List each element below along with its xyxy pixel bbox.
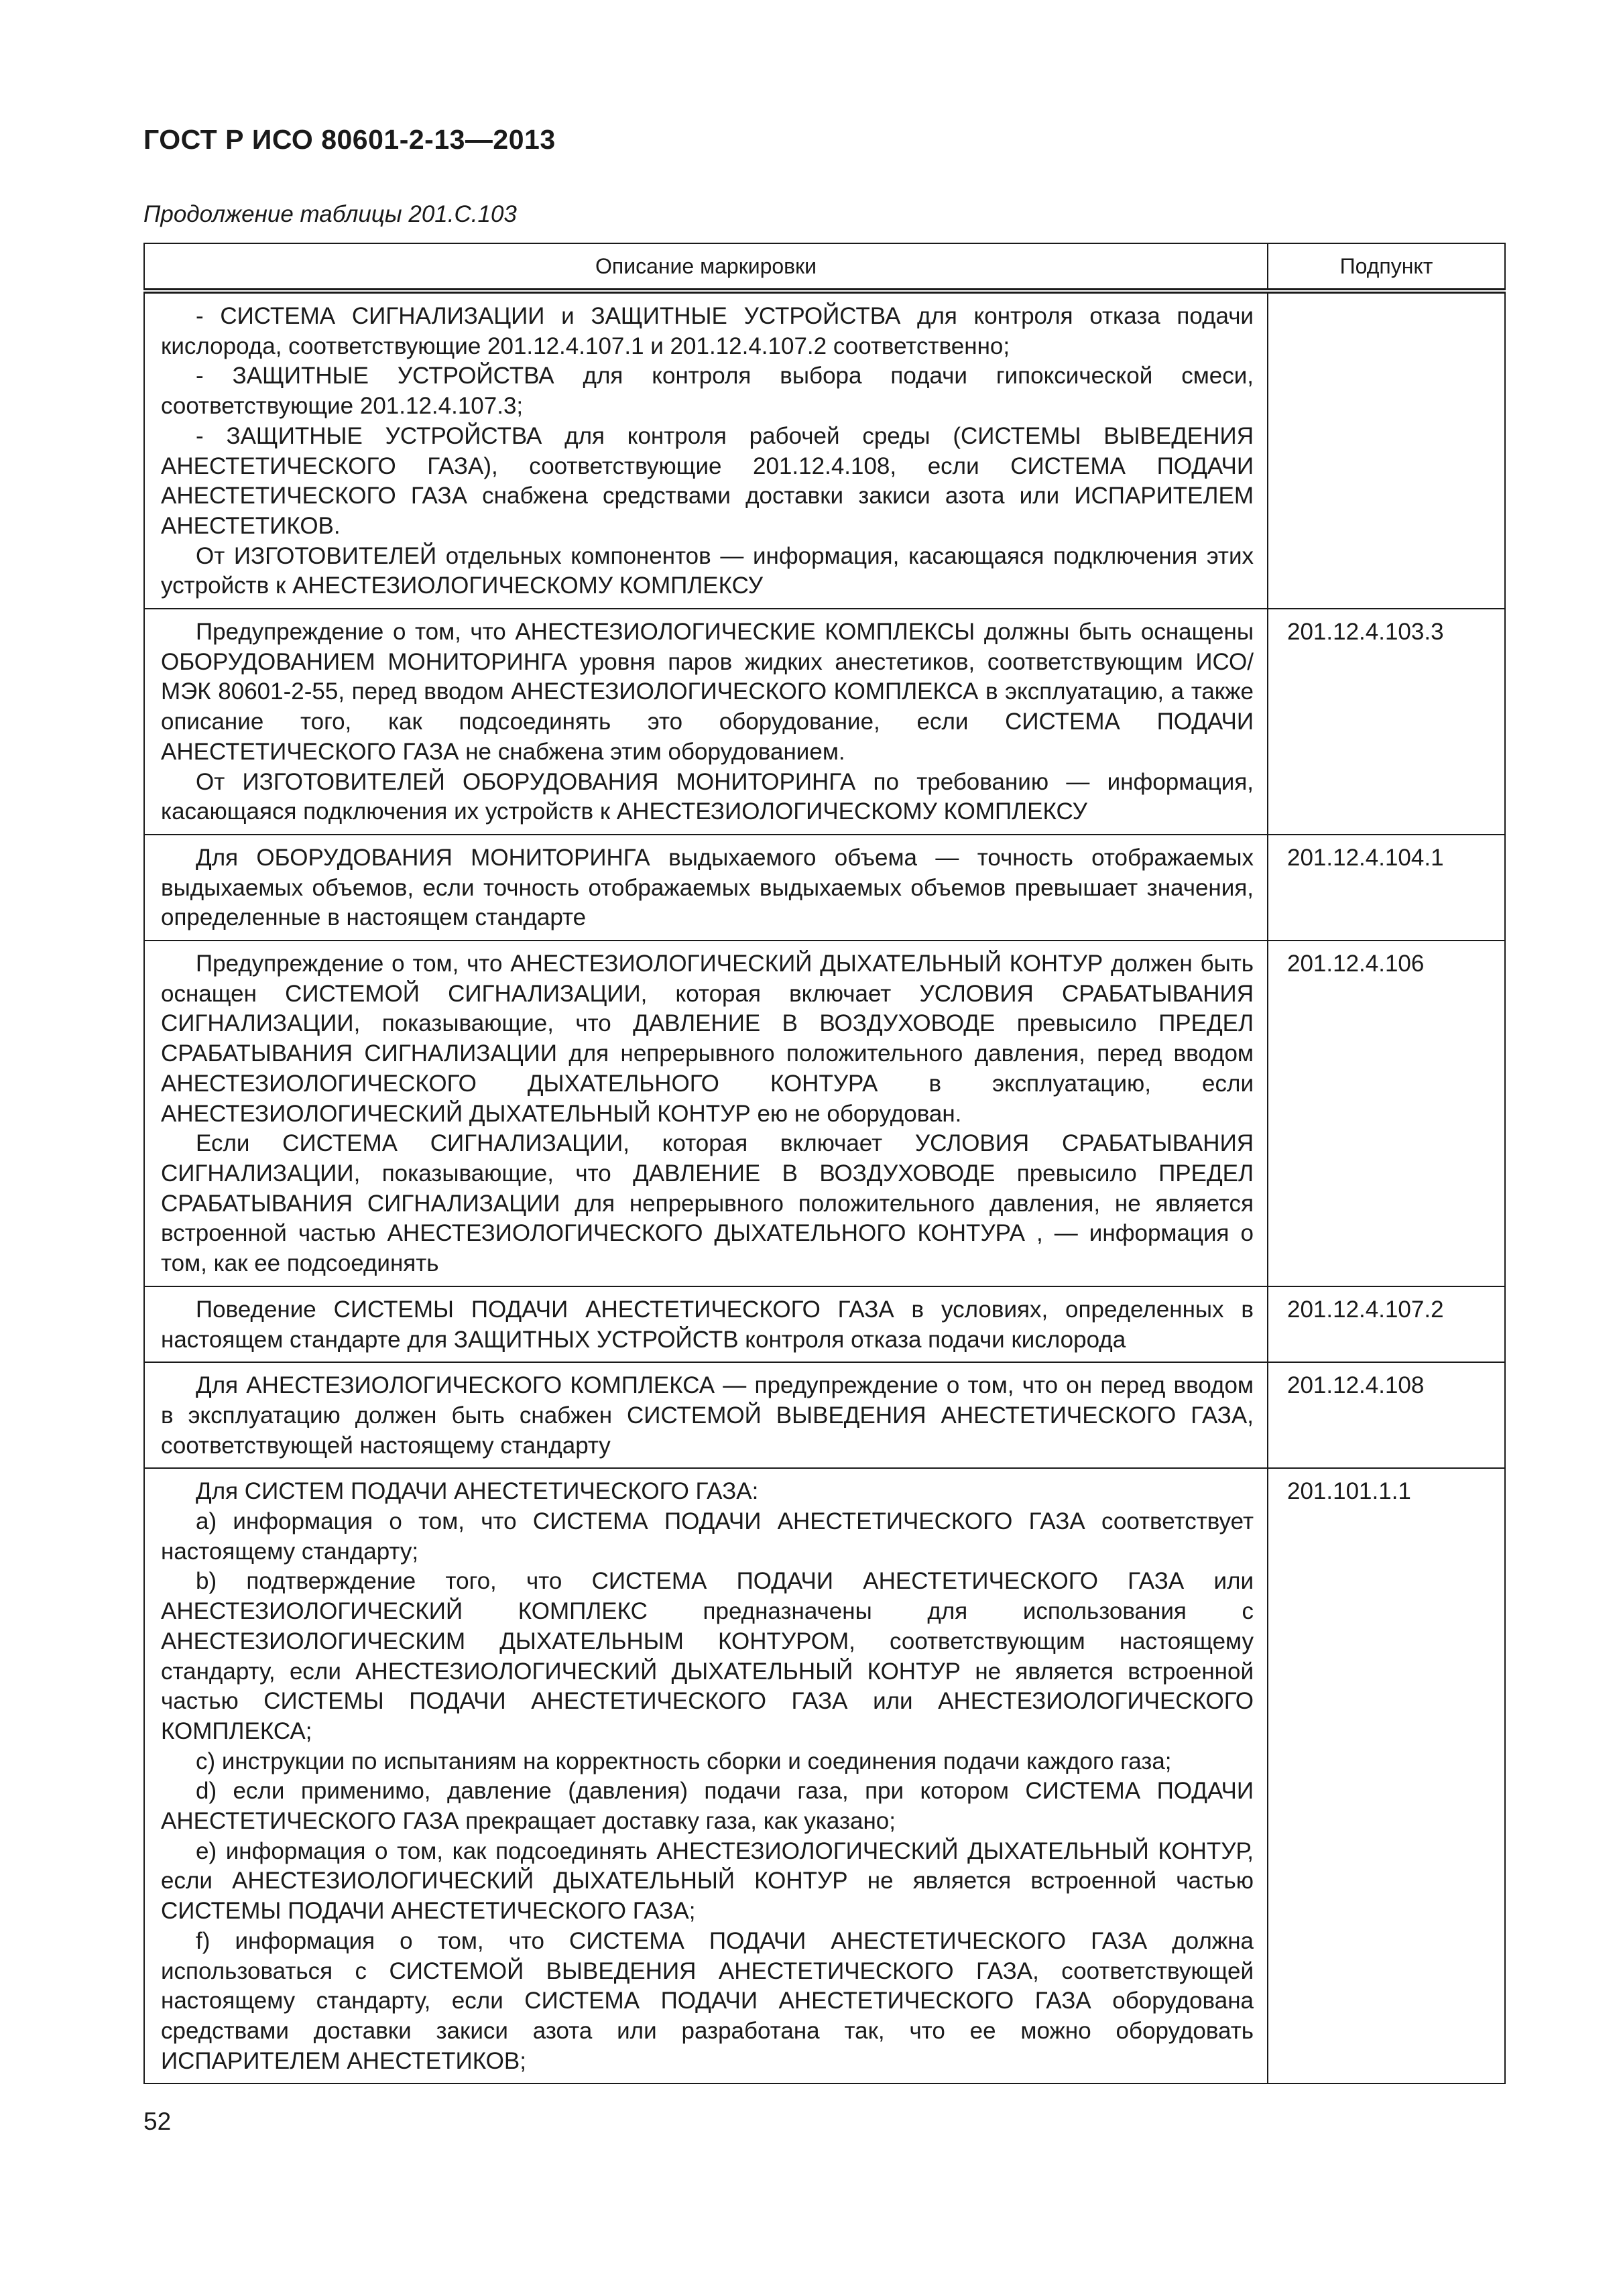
paragraph: e) информация о том, как подсоединять АНЕСТЕЗИОЛОГИЧЕСКИЙ ДЫХАТЕЛЬНЫЙ КОНТУР, если АНЕСТЕЗИОЛОГИЧЕСКИЙ ДЫХАТЕЛЬНЫЙ КОНТУР не является встроенной частью СИСТЕМЫ ПОДАЧИ АНЕСТЕТИЧЕСКОГО ГАЗА; <box>161 1837 1254 1925</box>
table-row <box>144 609 1505 835</box>
description-cell <box>144 291 1268 609</box>
table-row <box>144 1468 1505 2083</box>
paragraph: f) информация о том, что СИСТЕМА ПОДАЧИ АНЕСТЕТИЧЕСКОГО ГАЗА должна использоваться с СИСТЕМОЙ ВЫВЕДЕНИЯ АНЕСТЕТИЧЕСКОГО ГАЗА, соответствующей настоящему стандарту, если СИСТЕМА ПОДАЧИ АНЕСТЕТИЧЕСКОГО ГАЗА оборудована средствами доставки закиси азота или разработана так, что ее можно оборудовать ИСПАРИТЕЛЕМ АНЕСТЕТИКОВ; <box>161 1927 1254 2074</box>
paragraph: Если СИСТЕМА СИГНАЛИЗАЦИИ, которая включает УСЛОВИЯ СРАБАТЫВАНИЯ СИГНАЛИЗАЦИИ, показывающие, что ДАВЛЕНИЕ В ВОЗДУХОВОДЕ превысило ПРЕДЕЛ СРАБАТЫВАНИЯ СИГНАЛИЗАЦИИ для непрерывного положительного давления, не является встроенной частью АНЕСТЕЗИОЛОГИЧЕСКОГО ДЫХАТЕЛЬНОГО КОНТУРА , — информация о том, как ее подсоединять <box>161 1130 1254 1277</box>
table-row <box>144 1362 1505 1468</box>
document-id: ГОСТ Р ИСО 80601-2-13—2013 <box>143 124 556 155</box>
description-cell <box>144 941 1268 1286</box>
page-number: 52 <box>143 2108 172 2135</box>
paragraph: c) инструкции по испытаниям на корректность сборки и соединения подачи каждого газа; <box>196 1748 1172 1774</box>
subclause-cell: 201.12.4.108 <box>1268 1362 1505 1468</box>
subclause-cell: 201.12.4.106 <box>1268 941 1505 1286</box>
subclause-cell: 201.12.4.103.3 <box>1268 609 1505 835</box>
paragraph: Поведение СИСТЕМЫ ПОДАЧИ АНЕСТЕТИЧЕСКОГО ГАЗА в условиях, определенных в настоящем стандарте для ЗАЩИТНЫХ УСТРОЙСТВ контроля отказа подачи кислорода <box>161 1296 1254 1353</box>
paragraph: От ИЗГОТОВИТЕЛЕЙ ОБОРУДОВАНИЯ МОНИТОРИНГА по требованию — информация, касающаяся подключения их устройств к АНЕСТЕЗИОЛОГИЧЕСКОМУ КОМПЛЕКСУ <box>161 768 1254 825</box>
marking-table <box>143 243 1506 2084</box>
paragraph: От ИЗГОТОВИТЕЛЕЙ отдельных компонентов — информация, касающаяся подключения этих устройств к АНЕСТЕЗИОЛОГИЧЕСКОМУ КОМПЛЕКСУ <box>161 542 1254 599</box>
table-row <box>144 941 1505 1286</box>
table-row <box>144 835 1505 941</box>
subclause-cell: 201.101.1.1 <box>1268 1468 1505 2083</box>
description-cell <box>144 1286 1268 1362</box>
table-header-row <box>144 243 1505 291</box>
paragraph: Для АНЕСТЕЗИОЛОГИЧЕСКОГО КОМПЛЕКСА — предупреждение о том, что он перед вводом в эксплуатацию должен быть снабжен СИСТЕМОЙ ВЫВЕДЕНИЯ АНЕСТЕТИЧЕСКОГО ГАЗА, соответствующей настоящему стандарту <box>161 1372 1254 1459</box>
paragraph: d) если применимо, давление (давления) подачи газа, при котором СИСТЕМА ПОДАЧИ АНЕСТЕТИЧЕСКОГО ГАЗА прекращает доставку газа, как указано; <box>161 1778 1254 1835</box>
column-header-subclause: Подпункт <box>1268 243 1505 291</box>
paragraph: a) информация о том, что СИСТЕМА ПОДАЧИ АНЕСТЕТИЧЕСКОГО ГАЗА соответствует настоящему стандарту; <box>161 1508 1254 1565</box>
column-header-description: Описание маркировки <box>144 243 1268 291</box>
table-row <box>144 1286 1505 1362</box>
paragraph: b) подтверждение того, что СИСТЕМА ПОДАЧИ АНЕСТЕТИЧЕСКОГО ГАЗА или АНЕСТЕЗИОЛОГИЧЕСКИЙ КОМПЛЕКС предназначены для использования с АНЕСТЕЗИОЛОГИЧЕСКИМ ДЫХАТЕЛЬНЫМ КОНТУРОМ, соответствующим настоящему стандарту, если АНЕСТЕЗИОЛОГИЧЕСКИЙ ДЫХАТЕЛЬНЫЙ КОНТУР не является встроенной частью СИСТЕМЫ ПОДАЧИ АНЕСТЕТИЧЕСКОГО ГАЗА или АНЕСТЕЗИОЛОГИЧЕСКОГО КОМПЛЕКСА; <box>161 1568 1254 1744</box>
paragraph: - ЗАЩИТНЫЕ УСТРОЙСТВА для контроля выбора подачи гипоксической смеси, соответствующие 201.12.4.107.3; <box>161 363 1254 420</box>
description-cell <box>144 1468 1268 2083</box>
description-cell <box>144 609 1268 835</box>
description-cell <box>144 1362 1268 1468</box>
subclause-cell: 201.12.4.104.1 <box>1268 835 1505 941</box>
paragraph: - СИСТЕМА СИГНАЛИЗАЦИИ и ЗАЩИТНЫЕ УСТРОЙСТВА для контроля отказа подачи кислорода, соответствующие 201.12.4.107.1 и 201.12.4.107.2 соответственно; <box>161 303 1254 359</box>
description-cell <box>144 835 1268 941</box>
paragraph: Предупреждение о том, что АНЕСТЕЗИОЛОГИЧЕСКИЙ ДЫХАТЕЛЬНЫЙ КОНТУР должен быть оснащен СИСТЕМОЙ СИГНАЛИЗАЦИИ, которая включает УСЛОВИЯ СРАБАТЫВАНИЯ СИГНАЛИЗАЦИИ, показывающие, что ДАВЛЕНИЕ В ВОЗДУХОВОДЕ превысило ПРЕДЕЛ СРАБАТЫВАНИЯ СИГНАЛИЗАЦИИ для непрерывного положительного давления, перед вводом АНЕСТЕЗИОЛОГИЧЕСКОГО ДЫХАТЕЛЬНОГО КОНТУРА в эксплуатацию, если АНЕСТЕЗИОЛОГИЧЕСКИЙ ДЫХАТЕЛЬНЫЙ КОНТУР ею не оборудован. <box>161 951 1254 1127</box>
subclause-cell: 201.12.4.107.2 <box>1268 1286 1505 1362</box>
table-row <box>144 291 1505 609</box>
paragraph: Для ОБОРУДОВАНИЯ МОНИТОРИНГА выдыхаемого объема — точность отображаемых выдыхаемых объемов, если точность отображаемых выдыхаемых объемов превышает значения, определенные в настоящем стандарте <box>161 844 1254 931</box>
paragraph: - ЗАЩИТНЫЕ УСТРОЙСТВА для контроля рабочей среды (СИСТЕМЫ ВЫВЕДЕНИЯ АНЕСТЕТИЧЕСКОГО ГАЗА), соответствующие 201.12.4.108, если СИСТЕМА ПОДАЧИ АНЕСТЕТИЧЕСКОГО ГАЗА снабжена средствами доставки закиси азота или ИСПАРИТЕЛЕМ АНЕСТЕТИКОВ. <box>161 422 1254 539</box>
subclause-cell <box>1268 291 1505 609</box>
paragraph: Предупреждение о том, что АНЕСТЕЗИОЛОГИЧЕСКИЕ КОМПЛЕКСЫ должны быть оснащены ОБОРУДОВАНИЕМ МОНИТОРИНГА уровня паров жидких анестетиков, соответствующим ИСО/МЭК 80601-2-55, перед вводом АНЕСТЕЗИОЛОГИЧЕСКОГО КОМПЛЕКСА в эксплуатацию, а также описание того, как подсоединять это оборудование, если СИСТЕМА ПОДАЧИ АНЕСТЕТИЧЕСКОГО ГАЗА не снабжена этим оборудованием. <box>161 619 1254 765</box>
table-caption: Продолжение таблицы 201.C.103 <box>143 201 517 227</box>
paragraph: Для СИСТЕМ ПОДАЧИ АНЕСТЕТИЧЕСКОГО ГАЗА: <box>196 1478 759 1505</box>
